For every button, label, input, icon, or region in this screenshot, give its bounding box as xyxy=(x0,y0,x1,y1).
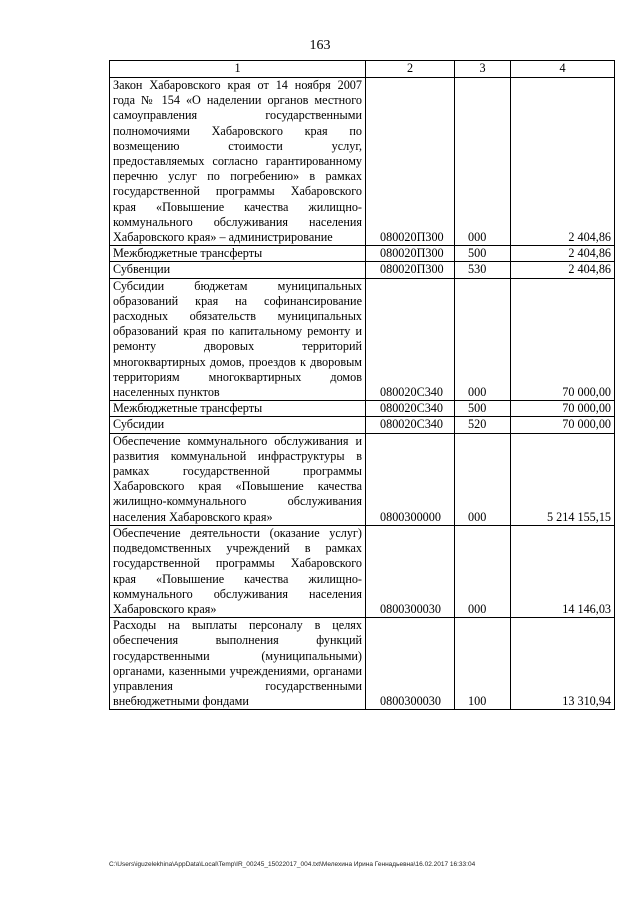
row-name: Межбюджетные трансферты xyxy=(110,401,366,417)
row-sum: 70 000,00 xyxy=(511,401,615,417)
row-sum: 13 310,94 xyxy=(511,618,615,710)
row-vr: 000 xyxy=(455,78,511,246)
row-vr: 520 xyxy=(455,417,511,433)
column-header-1: 1 xyxy=(110,61,366,78)
row-name: Межбюджетные трансферты xyxy=(110,246,366,262)
column-header-2: 2 xyxy=(366,61,455,78)
row-sum: 2 404,86 xyxy=(511,262,615,278)
row-name: Расходы на выплаты персоналу в целях обеспечения выполнения функций государственными (муниципальными) органами, казенными учреждениями, органами управления государственными внебюджетными фондами xyxy=(110,618,366,710)
row-vr: 000 xyxy=(455,278,511,401)
row-name: Субвенции xyxy=(110,262,366,278)
row-vr: 100 xyxy=(455,618,511,710)
row-code: 0800300030 xyxy=(366,618,455,710)
table-row xyxy=(110,401,615,417)
table-row xyxy=(110,618,615,710)
row-vr: 530 xyxy=(455,262,511,278)
row-sum: 70 000,00 xyxy=(511,278,615,401)
row-code: 080020С340 xyxy=(366,401,455,417)
row-name: Закон Хабаровского края от 14 ноября 2007 года № 154 «О наделении органов местного самоуправления государственными полномочиями Хабаровского края по возмещению стоимости услуг, предоставляемых согласно гарантированному перечню услуг по погребению» в рамках государственной программы Хабаровского края «Повышение качества жилищно-коммунального обслуживания населения Хабаровского края» – администрирование xyxy=(110,78,366,246)
table-row xyxy=(110,278,615,401)
row-name: Субсидии xyxy=(110,417,366,433)
row-code: 0800300000 xyxy=(366,433,455,525)
row-code: 080020П300 xyxy=(366,246,455,262)
row-sum: 14 146,03 xyxy=(511,525,615,617)
row-sum: 5 214 155,15 xyxy=(511,433,615,525)
page-number: 163 xyxy=(309,38,331,53)
header-row xyxy=(110,61,615,78)
table-row xyxy=(110,246,615,262)
row-name: Субсидии бюджетам муниципальных образований края на софинансирование расходных обязательств муниципальных образований края по капитальному ремонту и ремонту дворовых территорий многоквартирных домов, проездов к дворовым территориям многоквартирных домов населенных пунктов xyxy=(110,278,366,401)
column-header-3: 3 xyxy=(455,61,511,78)
table-row xyxy=(110,417,615,433)
row-vr: 000 xyxy=(455,525,511,617)
table-row xyxy=(110,262,615,278)
row-code: 080020С340 xyxy=(366,278,455,401)
row-name: Обеспечение деятельности (оказание услуг) подведомственных учреждений в рамках государственной программы Хабаровского края «Повышение качества жилищно-коммунального обслуживания населения Хабаровского края» xyxy=(110,525,366,617)
table-row xyxy=(110,78,615,246)
row-code: 080020П300 xyxy=(366,78,455,246)
budget-table xyxy=(109,60,615,710)
row-vr: 000 xyxy=(455,433,511,525)
row-vr: 500 xyxy=(455,246,511,262)
table-row xyxy=(110,433,615,525)
row-sum: 70 000,00 xyxy=(511,417,615,433)
row-code: 0800300030 xyxy=(366,525,455,617)
row-name: Обеспечение коммунального обслуживания и развития коммунальной инфраструктуры в рамках государственной программы Хабаровского края «Повышение качества жилищно-коммунального обслуживания населения Хабаровского края» xyxy=(110,433,366,525)
row-sum: 2 404,86 xyxy=(511,246,615,262)
row-vr: 500 xyxy=(455,401,511,417)
file-path-footer: C:\Users\iguzelekhina\AppData\Local\Temp\IR_00245_15022017_004.txt\Мелехина Ирина Геннадьевна\16.02.2017 16:33:04 xyxy=(109,861,476,868)
row-code: 080020П300 xyxy=(366,262,455,278)
column-header-4: 4 xyxy=(511,61,615,78)
row-code: 080020С340 xyxy=(366,417,455,433)
table-row xyxy=(110,525,615,617)
row-sum: 2 404,86 xyxy=(511,78,615,246)
